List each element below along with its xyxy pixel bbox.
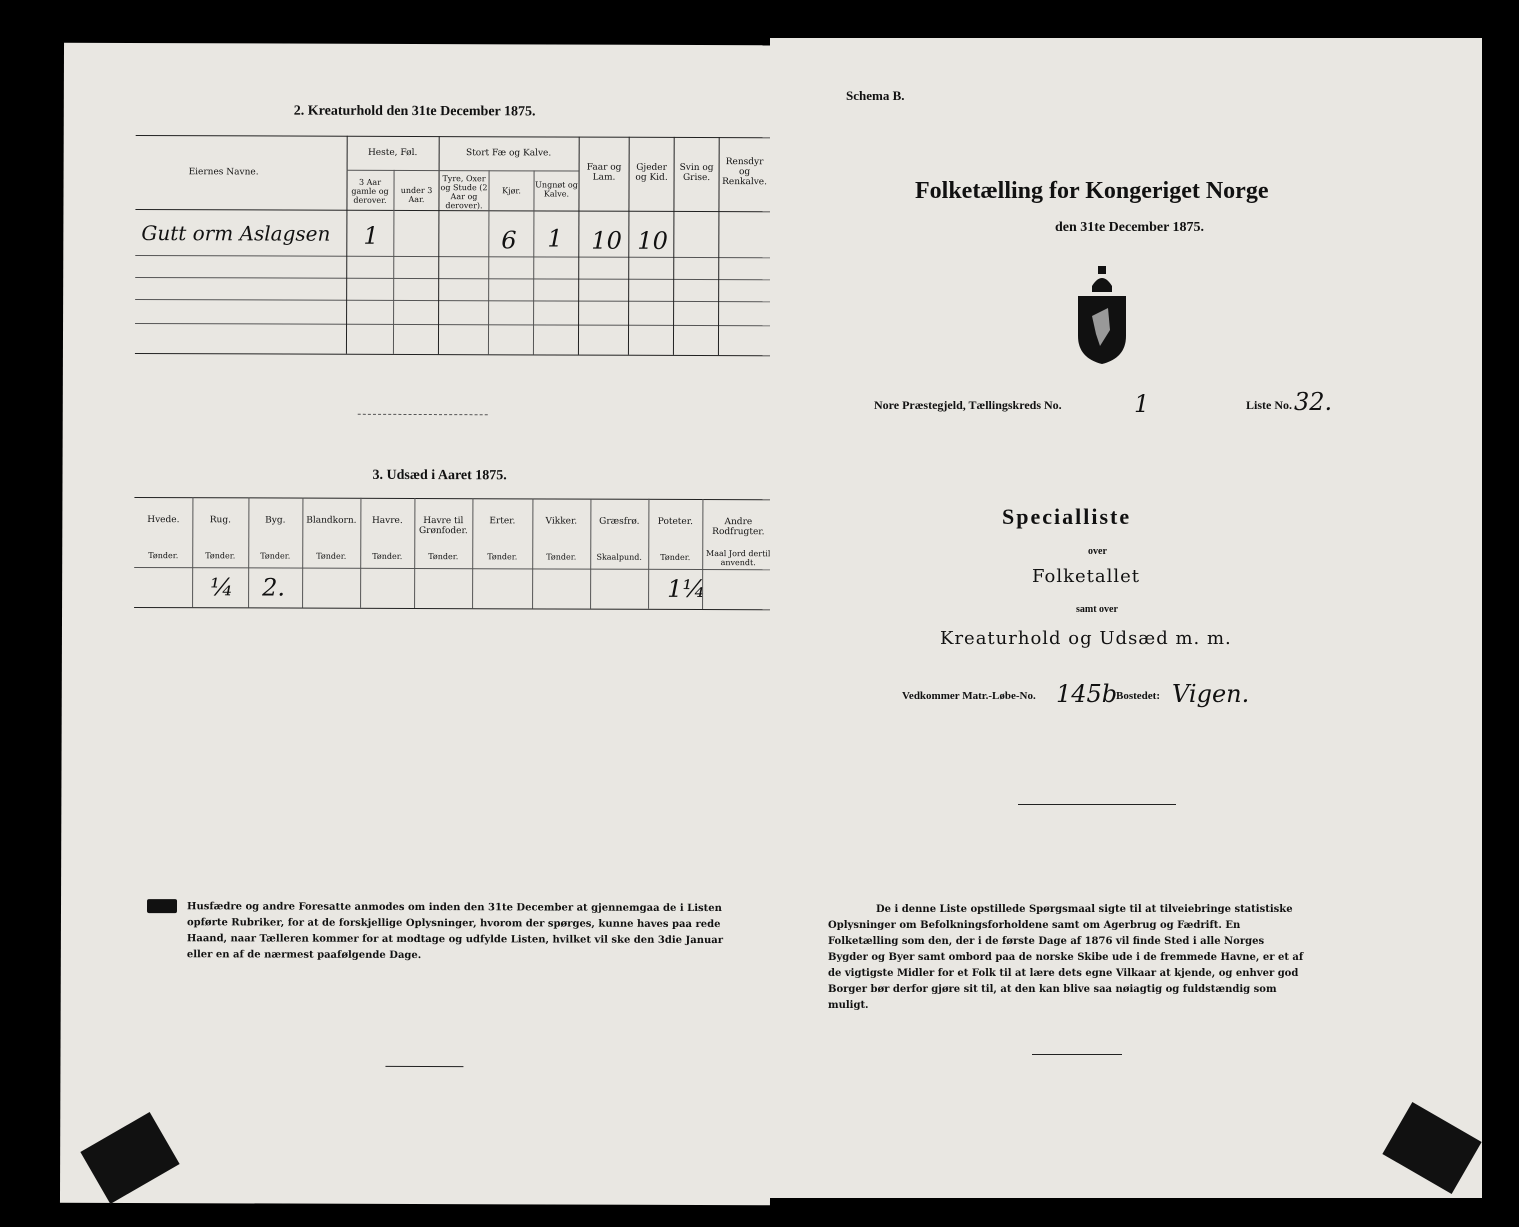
folketallet-title: Folketallet (1032, 566, 1141, 587)
left-page (60, 43, 774, 1205)
udsaed-unit: Tønder. (260, 551, 291, 561)
owner-header: Eiernes Navne. (188, 167, 259, 178)
over-label: over (1088, 546, 1107, 557)
rug-value: ¼ (210, 573, 234, 602)
bosted-label: Bostedet: (1116, 690, 1160, 702)
district-label: Nore Præstegjeld, Tællingskreds No. (874, 398, 1062, 412)
udsaed-header: Græsfrø. (599, 516, 640, 527)
byg-value: 2. (262, 573, 286, 602)
udsaed-unit: Tønder. (316, 551, 347, 561)
owner-name: Gutt orm Aslagsen (141, 221, 331, 246)
kreaturhold-title: Kreaturhold og Udsæd m. m. (940, 628, 1232, 649)
heste-3-value: 1 (363, 221, 379, 250)
udsaed-header: Vikker. (545, 516, 578, 527)
specialliste-title: Specialliste (1002, 504, 1132, 529)
census-date: den 31te December 1875. (1055, 220, 1205, 235)
matr-label: Vedkommer Matr.-Løbe-No. (902, 690, 1036, 702)
poteter-value: 1¼ (667, 574, 706, 604)
faar-value: 10 (591, 226, 622, 255)
kjor-value: 6 (501, 226, 517, 255)
main-title: Folketælling for Kongeriget Norge (915, 178, 1269, 204)
section2-title: 2. Kreaturhold den 31te December 1875. (293, 103, 536, 120)
intro-paragraph: De i denne Liste opstillede Spørgsmaal sigte til at tilveiebringe statistiske Oplysninger om Befolkningsforholdene samt om Agerbrug og Fædrift. En Folketælling som den, der i de første Dage af 1876 vil finde Sted i alle Norges Bygder og Byer samt ombord paa de norske Skibe ude i de fremmede Havne, er et af de vigtigste Midler for et Folk til at lære dets egne Vilkaar at kjende, og enhver god Borger bør derfor gjøre sit til, at den kan blive saa nøiagtig og fuldstændig som muligt. (828, 904, 1304, 1011)
rensdyr-header: Rensdyr og Renkalve. (722, 157, 767, 188)
svin-header: Svin og Grise. (679, 162, 714, 184)
udsaed-header: Poteter. (657, 516, 693, 527)
section3-title: 3. Udsæd i Aaret 1875. (372, 467, 507, 484)
liste-number: 32. (1294, 388, 1333, 416)
gjeder-header: Gjeder og Kid. (635, 162, 668, 183)
stort-sub1: Tyre, Oxer og Stude (2 Aar og derover). (440, 174, 488, 211)
udsaed-header: Havre. (371, 515, 403, 526)
notice-text: Husfædre og andre Foresatte anmodes om inden den 31te December at gjennemgaa de i Listen opførte Rubriker, for at de forskjellige Oplysninger, hvorom der spørges, kunne haves paa rede Haand, naar Tælleren kommer for at modtage og udfylde Listen, hvilket vil ske den 3die Januar eller en af de nærmest paafølgende Dage. (186, 901, 724, 962)
udsaed-unit: Tønder. (205, 551, 236, 561)
bosted-value: Vigen. (1172, 680, 1250, 708)
udsaed-header: Byg. (265, 515, 286, 526)
norway-coat-of-arms-icon (1074, 266, 1130, 366)
pointing-hand-icon (147, 899, 177, 913)
matr-number: 145b (1056, 680, 1118, 708)
udsaed-header: Hvede. (147, 515, 180, 526)
udsaed-unit: Tønder. (148, 551, 179, 561)
schema-label: Schema B. (846, 88, 905, 103)
gjeder-value: 10 (637, 226, 668, 255)
udsaed-header: Rug. (209, 515, 231, 526)
udsaed-header: Erter. (489, 516, 516, 527)
ungnot-value: 1 (547, 224, 563, 253)
stort-sub2: Kjør. (502, 186, 521, 196)
liste-label: Liste No. (1246, 398, 1292, 412)
udsaed-unit: Tønder. (546, 552, 577, 562)
faar-header: Faar og Lam. (586, 162, 622, 183)
right-page (770, 38, 1482, 1198)
udsaed-header: Blandkorn. (306, 515, 357, 526)
udsaed-unit: Tønder. (428, 552, 459, 562)
heste-sub1: 3 Aar gamle og derover. (351, 177, 389, 205)
stort-sub3: Ungnøt og Kalve. (535, 180, 578, 199)
udsaed-unit: Tønder. (372, 551, 403, 561)
udsaed-unit: Tønder. (487, 552, 518, 562)
udsaed-header: Havre til Grønfoder. (418, 516, 468, 537)
udsaed-unit: Skaalpund. (596, 552, 642, 562)
udsaed-header: Andre Rodfrugter. (712, 517, 765, 538)
district-number: 1 (1134, 390, 1150, 418)
heste-sub2: under 3 Aar. (400, 185, 433, 205)
stort-fae-header: Stort Fæ og Kalve. (466, 148, 552, 159)
udsaed-unit: Tønder. (660, 552, 691, 562)
heste-header: Heste, Føl. (367, 147, 418, 158)
samt-over-label: samt over (1076, 604, 1118, 615)
udsaed-unit: Maal Jord dertil anvendt. (706, 549, 771, 568)
